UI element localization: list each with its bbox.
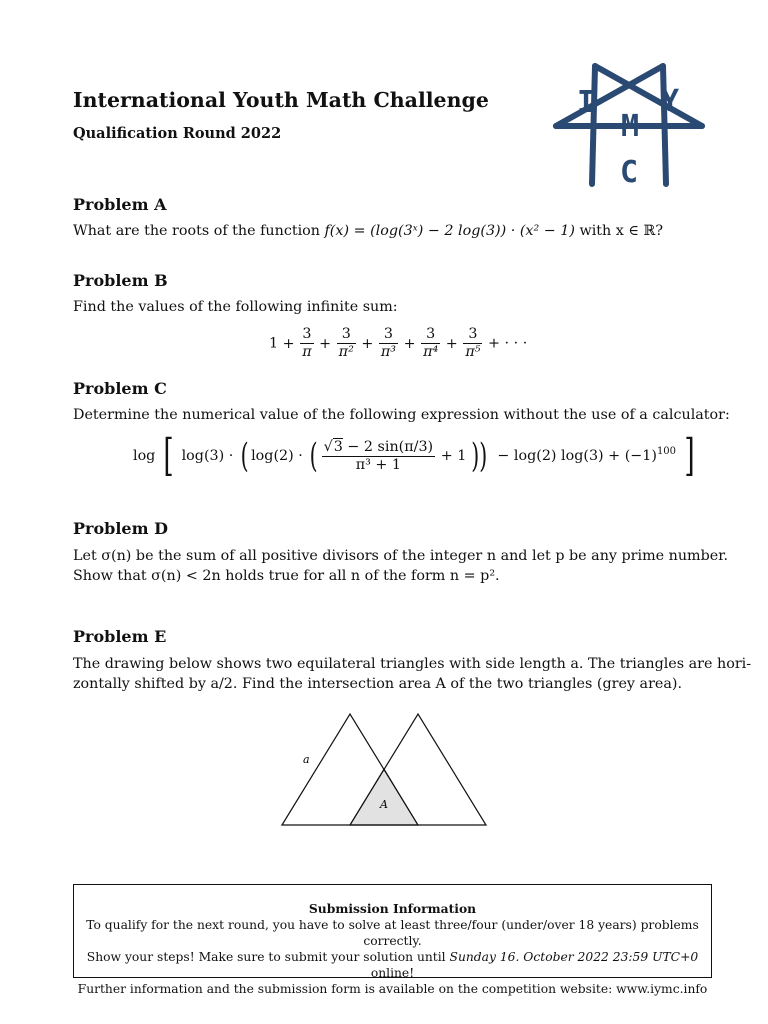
sum-term-den: π: [302, 344, 312, 360]
sum-plus: +: [282, 335, 300, 352]
submission-line3: Further information and the submission form is available on the competition website: www.iymc.info: [77, 982, 708, 996]
expr-tail: − log(2) log(3) + (−1): [497, 448, 657, 464]
triangles-drawing: [278, 710, 492, 830]
expr-log3: log(3) ·: [181, 448, 234, 464]
expr-den: π³ + 1: [355, 456, 402, 473]
bracket-open: [: [163, 430, 174, 481]
label-area-A: A: [380, 798, 388, 811]
sum-tail: + · · ·: [488, 335, 528, 352]
problem-a-text: [73, 221, 698, 242]
submission-box: [73, 884, 712, 996]
sum-term: [379, 326, 398, 361]
problem-a-text-after: with x ∈ ℝ?: [574, 223, 664, 239]
sum-term-den: π⁵: [465, 344, 481, 360]
sum-term: [300, 326, 313, 361]
paren-close: )): [471, 436, 488, 476]
bracket-close: ]: [684, 430, 695, 481]
problem-b-heading: Problem B: [73, 271, 168, 290]
iymc-logo: [548, 56, 710, 190]
sum-term: [421, 326, 440, 361]
logo-letter-i: I: [576, 85, 596, 120]
sum-term-num: 3: [379, 326, 398, 344]
problem-c-expression: [133, 430, 698, 481]
problem-e-line1: The drawing below shows two equilateral triangles with side length a. The triangles are hori-: [73, 656, 752, 672]
submission-line1: To qualify for the next round, you have to solve at least three/four (under/over 18 years) problems correctly.: [86, 918, 699, 948]
paren-open-2: (: [309, 436, 318, 476]
expr-num-rest: − 2 sin(π/3): [342, 438, 434, 455]
sum-lead: 1: [269, 335, 279, 352]
sum-term-num: 3: [421, 326, 440, 344]
submission-heading: Submission Information: [308, 901, 477, 916]
label-side-a: a: [303, 753, 310, 766]
page-subtitle: Qualification Round 2022: [73, 125, 282, 142]
expr-log: log: [133, 448, 156, 464]
sum-term-den: π³: [380, 344, 397, 360]
expr-plus-one: + 1: [440, 448, 467, 464]
expr-log2: log(2) ·: [251, 448, 303, 464]
sum-term-den: π²: [338, 344, 354, 360]
paren-open-1: (: [240, 436, 249, 476]
logo-letter-y: Y: [660, 84, 680, 119]
sum-terms: [282, 326, 484, 360]
sum-term-num: 3: [300, 326, 313, 344]
sum-term: [463, 326, 482, 361]
logo-letter-m: M: [620, 109, 640, 144]
sum-term-num: 3: [463, 326, 482, 344]
submission-line2: [74, 949, 711, 981]
logo-letter-c: C: [619, 155, 639, 190]
problem-d-line2: Show that σ(n) < 2n holds true for all n of the form n = p².: [73, 568, 500, 584]
problem-c-heading: Problem C: [73, 379, 167, 398]
sum-plus: +: [399, 335, 421, 352]
expr-exp: 100: [656, 446, 677, 458]
problem-e-line2: zontally shifted by a/2. Find the intersection area A of the two triangles (grey area).: [73, 676, 683, 692]
problem-d-heading: Problem D: [73, 519, 168, 538]
submission-line2-post: online!: [370, 966, 415, 980]
problem-a-text-before: What are the roots of the function: [73, 223, 325, 239]
submission-deadline: Sunday 16. October 2022 23:59 UTC+0: [449, 950, 699, 964]
sum-plus: +: [441, 335, 463, 352]
intersection-area: [350, 769, 418, 825]
problem-d-line1: Let σ(n) be the sum of all positive divisors of the integer n and let p be any prime number.: [73, 548, 729, 564]
problem-e-heading: Problem E: [73, 627, 167, 646]
sum-plus: +: [314, 335, 336, 352]
problem-b-text: Find the values of the following infinite sum:: [73, 299, 398, 315]
page-title: International Youth Math Challenge: [73, 88, 489, 112]
submission-line2-pre: Show your steps! Make sure to submit your solution until: [86, 950, 450, 964]
expr-sqrt: 3: [333, 438, 343, 455]
problem-b-sum: [269, 326, 527, 361]
sum-term-num: 3: [337, 326, 356, 344]
sum-term-den: π⁴: [423, 344, 439, 360]
problem-c-text: Determine the numerical value of the following expression without the use of a calculator:: [73, 407, 730, 423]
expr-fraction: $\frac{√3 - 2 \sin(\pi/3)}{\text{π³ + 1}}$: [323, 438, 434, 473]
problem-a-formula: f(x) = (log(3ˣ) − 2 log(3)) · (x² − 1): [324, 223, 575, 239]
problem-a-heading: Problem A: [73, 195, 167, 214]
sum-plus: +: [356, 335, 378, 352]
sum-term: [337, 326, 356, 361]
